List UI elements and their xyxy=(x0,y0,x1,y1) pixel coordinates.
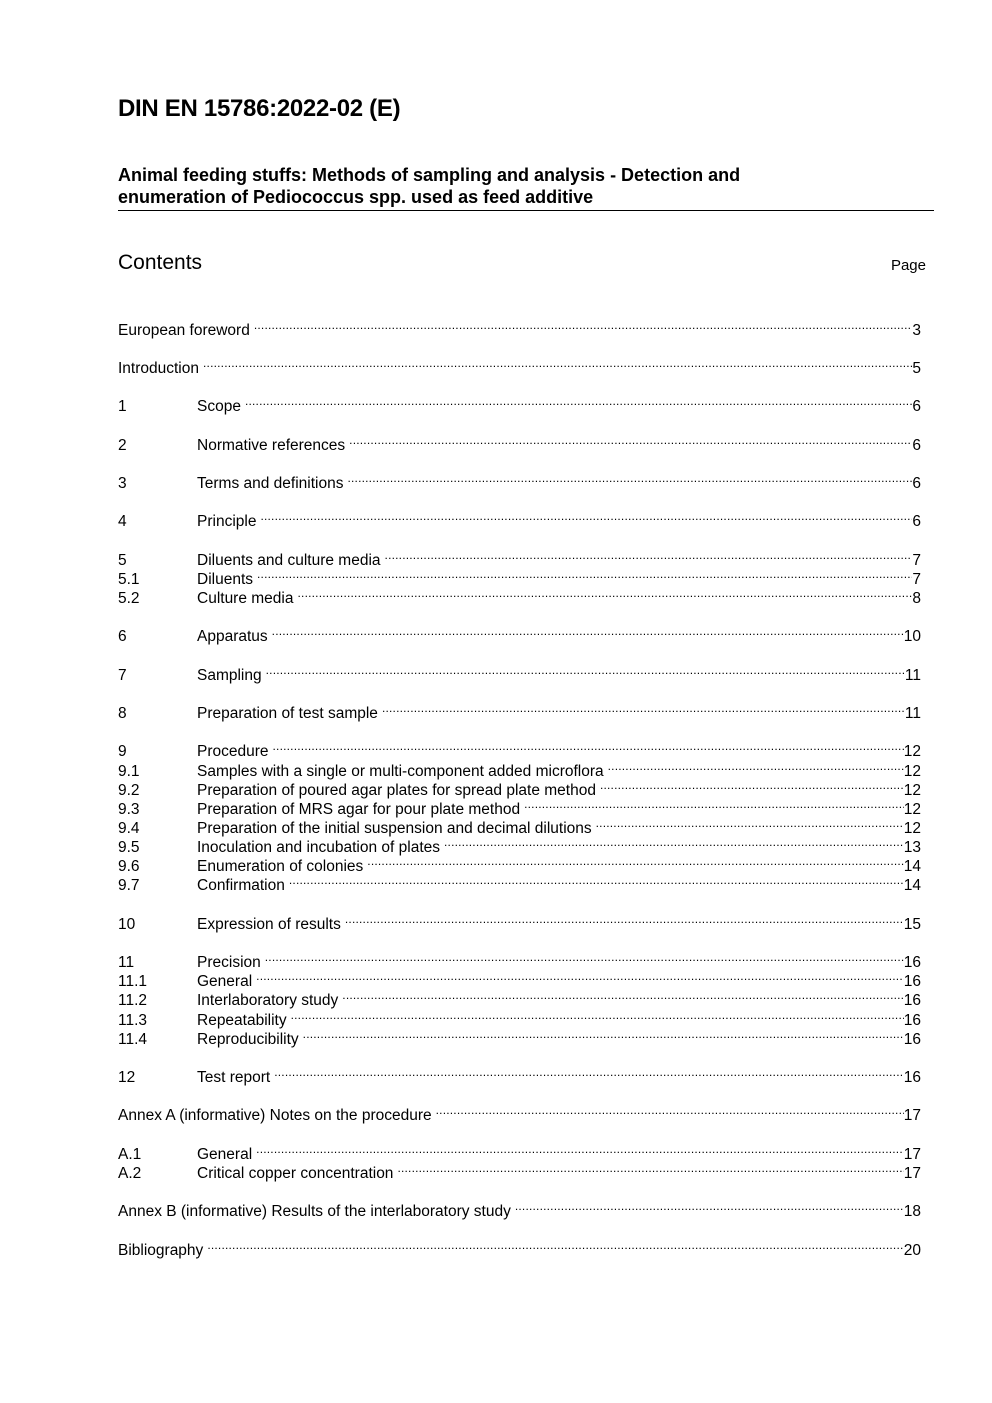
toc-entry-page: 15 xyxy=(903,916,921,933)
toc-entry-text: Preparation of poured agar plates for spread plate method xyxy=(197,782,596,799)
toc-entry-3[interactable] xyxy=(118,468,921,492)
toc-entry-bibliography[interactable] xyxy=(118,1235,921,1259)
toc-entry-text: Interlaboratory study xyxy=(197,992,339,1009)
toc-entry-number: 8 xyxy=(118,705,127,722)
toc-entry-text: Precision xyxy=(197,954,261,971)
contents-header xyxy=(118,251,926,281)
toc-entry-page: 7 xyxy=(912,552,921,569)
toc-entry-text: Repeatability xyxy=(197,1012,287,1029)
toc-entry-page: 16 xyxy=(903,1069,921,1086)
toc-entry-text: Normative references xyxy=(197,437,346,454)
toc-entry-page: 6 xyxy=(912,475,921,492)
toc-entry-page: 17 xyxy=(903,1107,921,1124)
toc-entry-number: 4 xyxy=(118,513,127,530)
toc-entry-a-1[interactable] xyxy=(118,1139,921,1163)
toc-entry-text: General xyxy=(197,1146,253,1163)
toc-leader-dots xyxy=(608,756,904,776)
toc-entry-text: European foreword xyxy=(118,322,250,339)
toc-entry-text: Terms and definitions xyxy=(197,475,344,492)
toc-entry-page: 16 xyxy=(903,1031,921,1048)
toc-entry-text: Scope xyxy=(197,398,241,415)
document-title xyxy=(118,164,934,211)
toc-entry-5[interactable] xyxy=(118,545,921,569)
toc-leader-dots xyxy=(342,985,903,1005)
toc-leader-dots xyxy=(274,1062,904,1082)
toc-entry-number: 9.1 xyxy=(118,763,140,780)
toc-entry-page: 11 xyxy=(904,667,921,684)
toc-entry-number: 5.2 xyxy=(118,590,140,607)
toc-entry-text: Principle xyxy=(197,513,257,530)
toc-entry-page: 11 xyxy=(904,705,921,722)
toc-entry-number: 9.3 xyxy=(118,801,140,818)
toc-entry-page: 13 xyxy=(903,839,921,856)
toc-entry-number: 5 xyxy=(118,552,127,569)
toc-leader-dots xyxy=(298,583,913,603)
toc-entry-number: 5.1 xyxy=(118,571,140,588)
toc-entry-page: 6 xyxy=(912,513,921,530)
toc-entry-text: Reproducibility xyxy=(197,1031,299,1048)
toc-entry-text: Preparation of test sample xyxy=(197,705,378,722)
toc-leader-dots xyxy=(266,660,905,680)
toc-entry-11[interactable] xyxy=(118,947,921,971)
toc-entry-page: 12 xyxy=(903,743,921,760)
toc-leader-dots xyxy=(257,564,912,584)
toc-entry-6[interactable] xyxy=(118,621,921,645)
toc-entry-annex-b[interactable] xyxy=(118,1196,921,1220)
toc-leader-dots xyxy=(203,353,912,373)
toc-entry-page: 16 xyxy=(903,973,921,990)
toc-entry-9-5[interactable] xyxy=(118,832,921,856)
toc-entry-european-foreword[interactable] xyxy=(118,315,921,339)
toc-entry-text: Annex A (informative) Notes on the procedure xyxy=(118,1107,432,1124)
toc-entry-page: 12 xyxy=(903,763,921,780)
toc-entry-text: Bibliography xyxy=(118,1242,204,1259)
document-id: DIN EN 15786:2022-02 (E) xyxy=(118,95,401,122)
toc-entry-page: 6 xyxy=(912,437,921,454)
toc-entry-page: 10 xyxy=(903,628,921,645)
toc-entry-page: 3 xyxy=(912,322,921,339)
toc-entry-text: Test report xyxy=(197,1069,271,1086)
toc-entry-number: 10 xyxy=(118,916,136,933)
toc-leader-dots xyxy=(600,775,904,795)
toc-entry-number: 9.5 xyxy=(118,839,140,856)
toc-leader-dots xyxy=(291,1005,904,1025)
toc-entry-number: 11.3 xyxy=(118,1012,148,1029)
contents-title: Contents xyxy=(118,251,203,274)
toc-entry-text: Preparation of MRS agar for pour plate method xyxy=(197,801,521,818)
toc-entry-text: Introduction xyxy=(118,360,199,377)
toc-entry-page: 16 xyxy=(903,1012,921,1029)
toc-entry-page: 5 xyxy=(912,360,921,377)
toc-entry-page: 6 xyxy=(912,398,921,415)
toc-entry-text: Inoculation and incubation of plates xyxy=(197,839,441,856)
toc-entry-number: 11.2 xyxy=(118,992,148,1009)
document-title-line-1: Animal feeding stuffs: Methods of sampling and analysis - Detection and xyxy=(118,165,741,185)
toc-entry-10[interactable] xyxy=(118,909,921,933)
toc-entry-2[interactable] xyxy=(118,430,921,454)
toc-leader-dots xyxy=(256,966,904,986)
toc-entry-number: 12 xyxy=(118,1069,136,1086)
toc-leader-dots xyxy=(596,813,904,833)
toc-leader-dots xyxy=(254,315,913,335)
toc-leader-dots xyxy=(515,1196,904,1216)
toc-entry-text: Enumeration of colonies xyxy=(197,858,364,875)
toc-entry-11-1[interactable] xyxy=(118,966,921,990)
toc-entry-page: 12 xyxy=(903,820,921,837)
toc-entry-8[interactable] xyxy=(118,698,921,722)
toc-leader-dots xyxy=(444,832,904,852)
toc-leader-dots xyxy=(349,430,912,450)
toc-entry-text: Confirmation xyxy=(197,877,285,894)
toc-entry-12[interactable] xyxy=(118,1062,921,1086)
toc-leader-dots xyxy=(265,947,904,967)
toc-entry-page: 14 xyxy=(903,858,921,875)
toc-entry-9[interactable] xyxy=(118,736,921,760)
toc-entry-number: 9.4 xyxy=(118,820,140,837)
toc-entry-7[interactable] xyxy=(118,660,921,684)
toc-entry-5-1[interactable] xyxy=(118,564,921,588)
document-title-line-2: enumeration of Pediococcus spp. used as feed additive xyxy=(118,187,594,207)
toc-entry-text: Preparation of the initial suspension and decimal dilutions xyxy=(197,820,592,837)
toc-leader-dots xyxy=(260,506,912,526)
toc-entry-number: 9.6 xyxy=(118,858,140,875)
toc-entry-number: 3 xyxy=(118,475,127,492)
toc-entry-number: 6 xyxy=(118,628,127,645)
toc-leader-dots xyxy=(436,1100,904,1120)
toc-entry-a-2[interactable] xyxy=(118,1158,921,1182)
toc-entry-number: A.2 xyxy=(118,1165,142,1182)
toc-entry-page: 8 xyxy=(912,590,921,607)
toc-entry-page: 12 xyxy=(903,801,921,818)
toc-leader-dots xyxy=(345,909,904,929)
toc-entry-text: Apparatus xyxy=(197,628,268,645)
toc-entry-text: Expression of results xyxy=(197,916,341,933)
toc-entry-page: 12 xyxy=(903,782,921,799)
toc-entry-11-4[interactable] xyxy=(118,1024,921,1048)
toc-leader-dots xyxy=(303,1024,904,1044)
toc-entry-number: 11 xyxy=(118,954,135,971)
toc-leader-dots xyxy=(272,621,904,641)
page-column-label: Page xyxy=(890,257,926,274)
toc-entry-text: Samples with a single or multi-component added microflora xyxy=(197,763,604,780)
toc-entry-9-4[interactable] xyxy=(118,813,921,837)
toc-entry-text: General xyxy=(197,973,253,990)
toc-entry-introduction[interactable] xyxy=(118,353,921,377)
toc-leader-dots xyxy=(256,1139,904,1159)
toc-entry-annex-a[interactable] xyxy=(118,1100,921,1124)
toc-entry-text: Sampling xyxy=(197,667,262,684)
toc-leader-dots xyxy=(273,736,904,756)
toc-entry-9-1[interactable] xyxy=(118,756,921,780)
toc-entry-number: 9.2 xyxy=(118,782,140,799)
toc-leader-dots xyxy=(347,468,912,488)
toc-entry-number: 7 xyxy=(118,667,127,684)
toc-entry-9-7[interactable] xyxy=(118,870,921,894)
toc-entry-page: 18 xyxy=(903,1203,921,1220)
toc-entry-9-3[interactable] xyxy=(118,794,921,818)
toc-entry-1[interactable] xyxy=(118,391,921,415)
toc-entry-number: 11.1 xyxy=(118,973,148,990)
toc-entry-number: 11.4 xyxy=(118,1031,148,1048)
toc-entry-text: Culture media xyxy=(197,590,294,607)
toc-entry-4[interactable] xyxy=(118,506,921,530)
toc-entry-number: 2 xyxy=(118,437,127,454)
toc-leader-dots xyxy=(367,851,903,871)
toc-entry-number: 1 xyxy=(118,398,127,415)
toc-entry-page: 16 xyxy=(903,992,921,1009)
toc-leader-dots xyxy=(207,1235,903,1255)
toc-leader-dots xyxy=(524,794,904,814)
toc-entry-11-3[interactable] xyxy=(118,1005,921,1029)
toc-leader-dots xyxy=(382,698,905,718)
toc-entry-5-2[interactable] xyxy=(118,583,921,607)
toc-entry-text: Diluents xyxy=(197,571,253,588)
toc-leader-dots xyxy=(289,870,904,890)
toc-entry-9-6[interactable] xyxy=(118,851,921,875)
toc-entry-11-2[interactable] xyxy=(118,985,921,1009)
toc-entry-text: Procedure xyxy=(197,743,269,760)
toc-entry-number: 9.7 xyxy=(118,877,140,894)
toc-leader-dots xyxy=(245,391,912,411)
toc-entry-page: 14 xyxy=(903,877,921,894)
toc-leader-dots xyxy=(385,545,913,565)
toc-entry-page: 7 xyxy=(912,571,921,588)
toc-entry-text: Diluents and culture media xyxy=(197,552,381,569)
toc-entry-page: 17 xyxy=(903,1146,921,1163)
toc-entry-text: Critical copper concentration xyxy=(197,1165,394,1182)
toc-entry-page: 20 xyxy=(903,1242,921,1259)
toc-entry-text: Annex B (informative) Results of the interlaboratory study xyxy=(118,1203,511,1220)
toc-entry-number: A.1 xyxy=(118,1146,142,1163)
toc-entry-9-2[interactable] xyxy=(118,775,921,799)
toc-leader-dots xyxy=(397,1158,903,1178)
toc-entry-page: 16 xyxy=(903,954,921,971)
toc-entry-page: 17 xyxy=(903,1165,921,1182)
toc-entry-number: 9 xyxy=(118,743,127,760)
